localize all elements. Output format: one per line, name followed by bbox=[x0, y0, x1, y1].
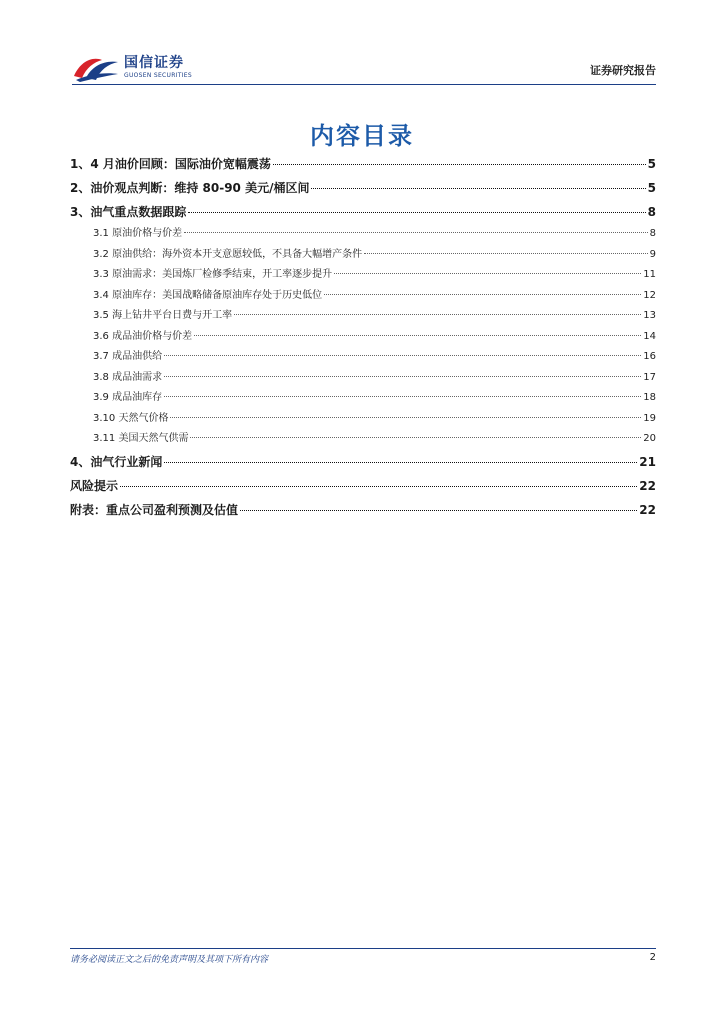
toc-entry-page: 18 bbox=[643, 392, 656, 403]
toc-dot-leader bbox=[184, 232, 648, 233]
toc-entry-title: 3.7 成品油供给 bbox=[93, 351, 163, 362]
toc-dot-leader bbox=[311, 188, 645, 189]
toc-entry-page: 16 bbox=[643, 351, 656, 362]
toc-entry-title: 2、油价观点判断：维持 80-90 美元/桶区间 bbox=[70, 181, 310, 195]
toc-entry-page: 9 bbox=[649, 248, 656, 260]
toc-entry-title: 3.1 原油价格与价差 bbox=[93, 228, 183, 239]
document-type-label: 证券研究报告 bbox=[590, 64, 656, 77]
toc-dot-leader bbox=[334, 273, 641, 274]
toc-dot-leader bbox=[164, 376, 641, 377]
toc-entry[interactable] bbox=[70, 368, 656, 389]
toc-entry-title: 风险提示 bbox=[70, 478, 119, 493]
toc-entry-page: 13 bbox=[643, 310, 656, 321]
toc-entry[interactable] bbox=[70, 286, 656, 307]
logo-chinese-name: 国信证券 bbox=[124, 55, 184, 71]
toc-entry-page: 12 bbox=[643, 289, 656, 301]
toc-entry[interactable] bbox=[70, 498, 656, 522]
page-header bbox=[72, 50, 656, 84]
toc-entry[interactable] bbox=[70, 409, 656, 430]
toc-entry[interactable] bbox=[70, 429, 656, 450]
toc-dot-leader bbox=[194, 335, 641, 336]
toc-entry-page: 5 bbox=[647, 157, 656, 171]
toc-entry-title: 3.6 成品油价格与价差 bbox=[93, 330, 193, 342]
toc-entry-page: 22 bbox=[639, 478, 656, 493]
toc-dot-leader bbox=[164, 462, 637, 463]
toc-dot-leader bbox=[164, 396, 641, 397]
toc-entry-page: 17 bbox=[643, 371, 656, 383]
guosen-logo-icon bbox=[72, 52, 120, 82]
toc-entry-title: 4、油气行业新闻 bbox=[70, 454, 163, 469]
toc-entry-title: 1、4 月油价回顾：国际油价宽幅震荡 bbox=[70, 157, 271, 171]
page-number: 2 bbox=[649, 952, 656, 963]
toc-entry[interactable] bbox=[70, 388, 656, 409]
toc-entry[interactable] bbox=[70, 152, 656, 176]
guosen-logo bbox=[72, 50, 202, 84]
toc-entry[interactable] bbox=[70, 245, 656, 266]
toc-dot-leader bbox=[188, 212, 645, 213]
toc-entry-title: 3.9 成品油库存 bbox=[93, 392, 163, 403]
toc-entry[interactable] bbox=[70, 306, 656, 327]
toc-entry-title: 3.2 原油供给：海外资本开支意愿较低，不具备大幅增产条件 bbox=[93, 248, 363, 260]
toc-entry[interactable] bbox=[70, 265, 656, 286]
toc-entry-title: 3.3 原油需求：美国炼厂检修季结束，开工率逐步提升 bbox=[93, 269, 333, 280]
footer-divider bbox=[70, 948, 656, 949]
toc-dot-leader bbox=[234, 314, 641, 315]
toc-entry[interactable] bbox=[70, 200, 656, 224]
toc-entry-title: 3.4 原油库存：美国战略储备原油库存处于历史低位 bbox=[93, 289, 323, 301]
toc-entry[interactable] bbox=[70, 450, 656, 474]
toc-entry-page: 11 bbox=[643, 269, 656, 280]
toc-entry-title: 3.10 天然气价格 bbox=[93, 412, 169, 424]
toc-dot-leader bbox=[120, 486, 637, 487]
toc-dot-leader bbox=[190, 437, 641, 438]
toc-entry[interactable] bbox=[70, 224, 656, 245]
toc-entry-page: 8 bbox=[647, 205, 656, 219]
toc-entry[interactable] bbox=[70, 176, 656, 200]
toc-entry[interactable] bbox=[70, 327, 656, 348]
toc-entry-page: 20 bbox=[643, 433, 656, 444]
toc-entry-page: 21 bbox=[639, 454, 656, 469]
toc-entry-page: 5 bbox=[647, 181, 656, 195]
toc-dot-leader bbox=[273, 164, 646, 165]
header-divider bbox=[72, 84, 656, 85]
toc-dot-leader bbox=[364, 253, 648, 254]
toc-entry-title: 附表：重点公司盈利预测及估值 bbox=[70, 502, 239, 517]
toc-entry-title: 3.5 海上钻井平台日费与开工率 bbox=[93, 310, 233, 321]
toc-entry[interactable] bbox=[70, 474, 656, 498]
toc-dot-leader bbox=[324, 294, 641, 295]
toc-dot-leader bbox=[164, 355, 641, 356]
toc-entry-title: 3.11 美国天然气供需 bbox=[93, 433, 189, 444]
toc-title: 内容目录 bbox=[310, 122, 414, 150]
toc-entry-title: 3.8 成品油需求 bbox=[93, 371, 163, 383]
toc-entry[interactable] bbox=[70, 347, 656, 368]
toc-dot-leader bbox=[240, 510, 637, 511]
toc-entry-page: 8 bbox=[649, 228, 656, 239]
toc-dot-leader bbox=[170, 417, 641, 418]
disclaimer-note: 请务必阅读正文之后的免责声明及其项下所有内容 bbox=[70, 955, 269, 965]
toc-entry-page: 22 bbox=[639, 502, 656, 517]
toc-entry-title: 3、油气重点数据跟踪 bbox=[70, 205, 187, 219]
toc-entry-page: 19 bbox=[643, 412, 656, 424]
toc-entry-page: 14 bbox=[643, 330, 656, 342]
logo-english-name: GUOSEN SECURITIES bbox=[124, 72, 193, 79]
table-of-contents bbox=[70, 152, 656, 522]
